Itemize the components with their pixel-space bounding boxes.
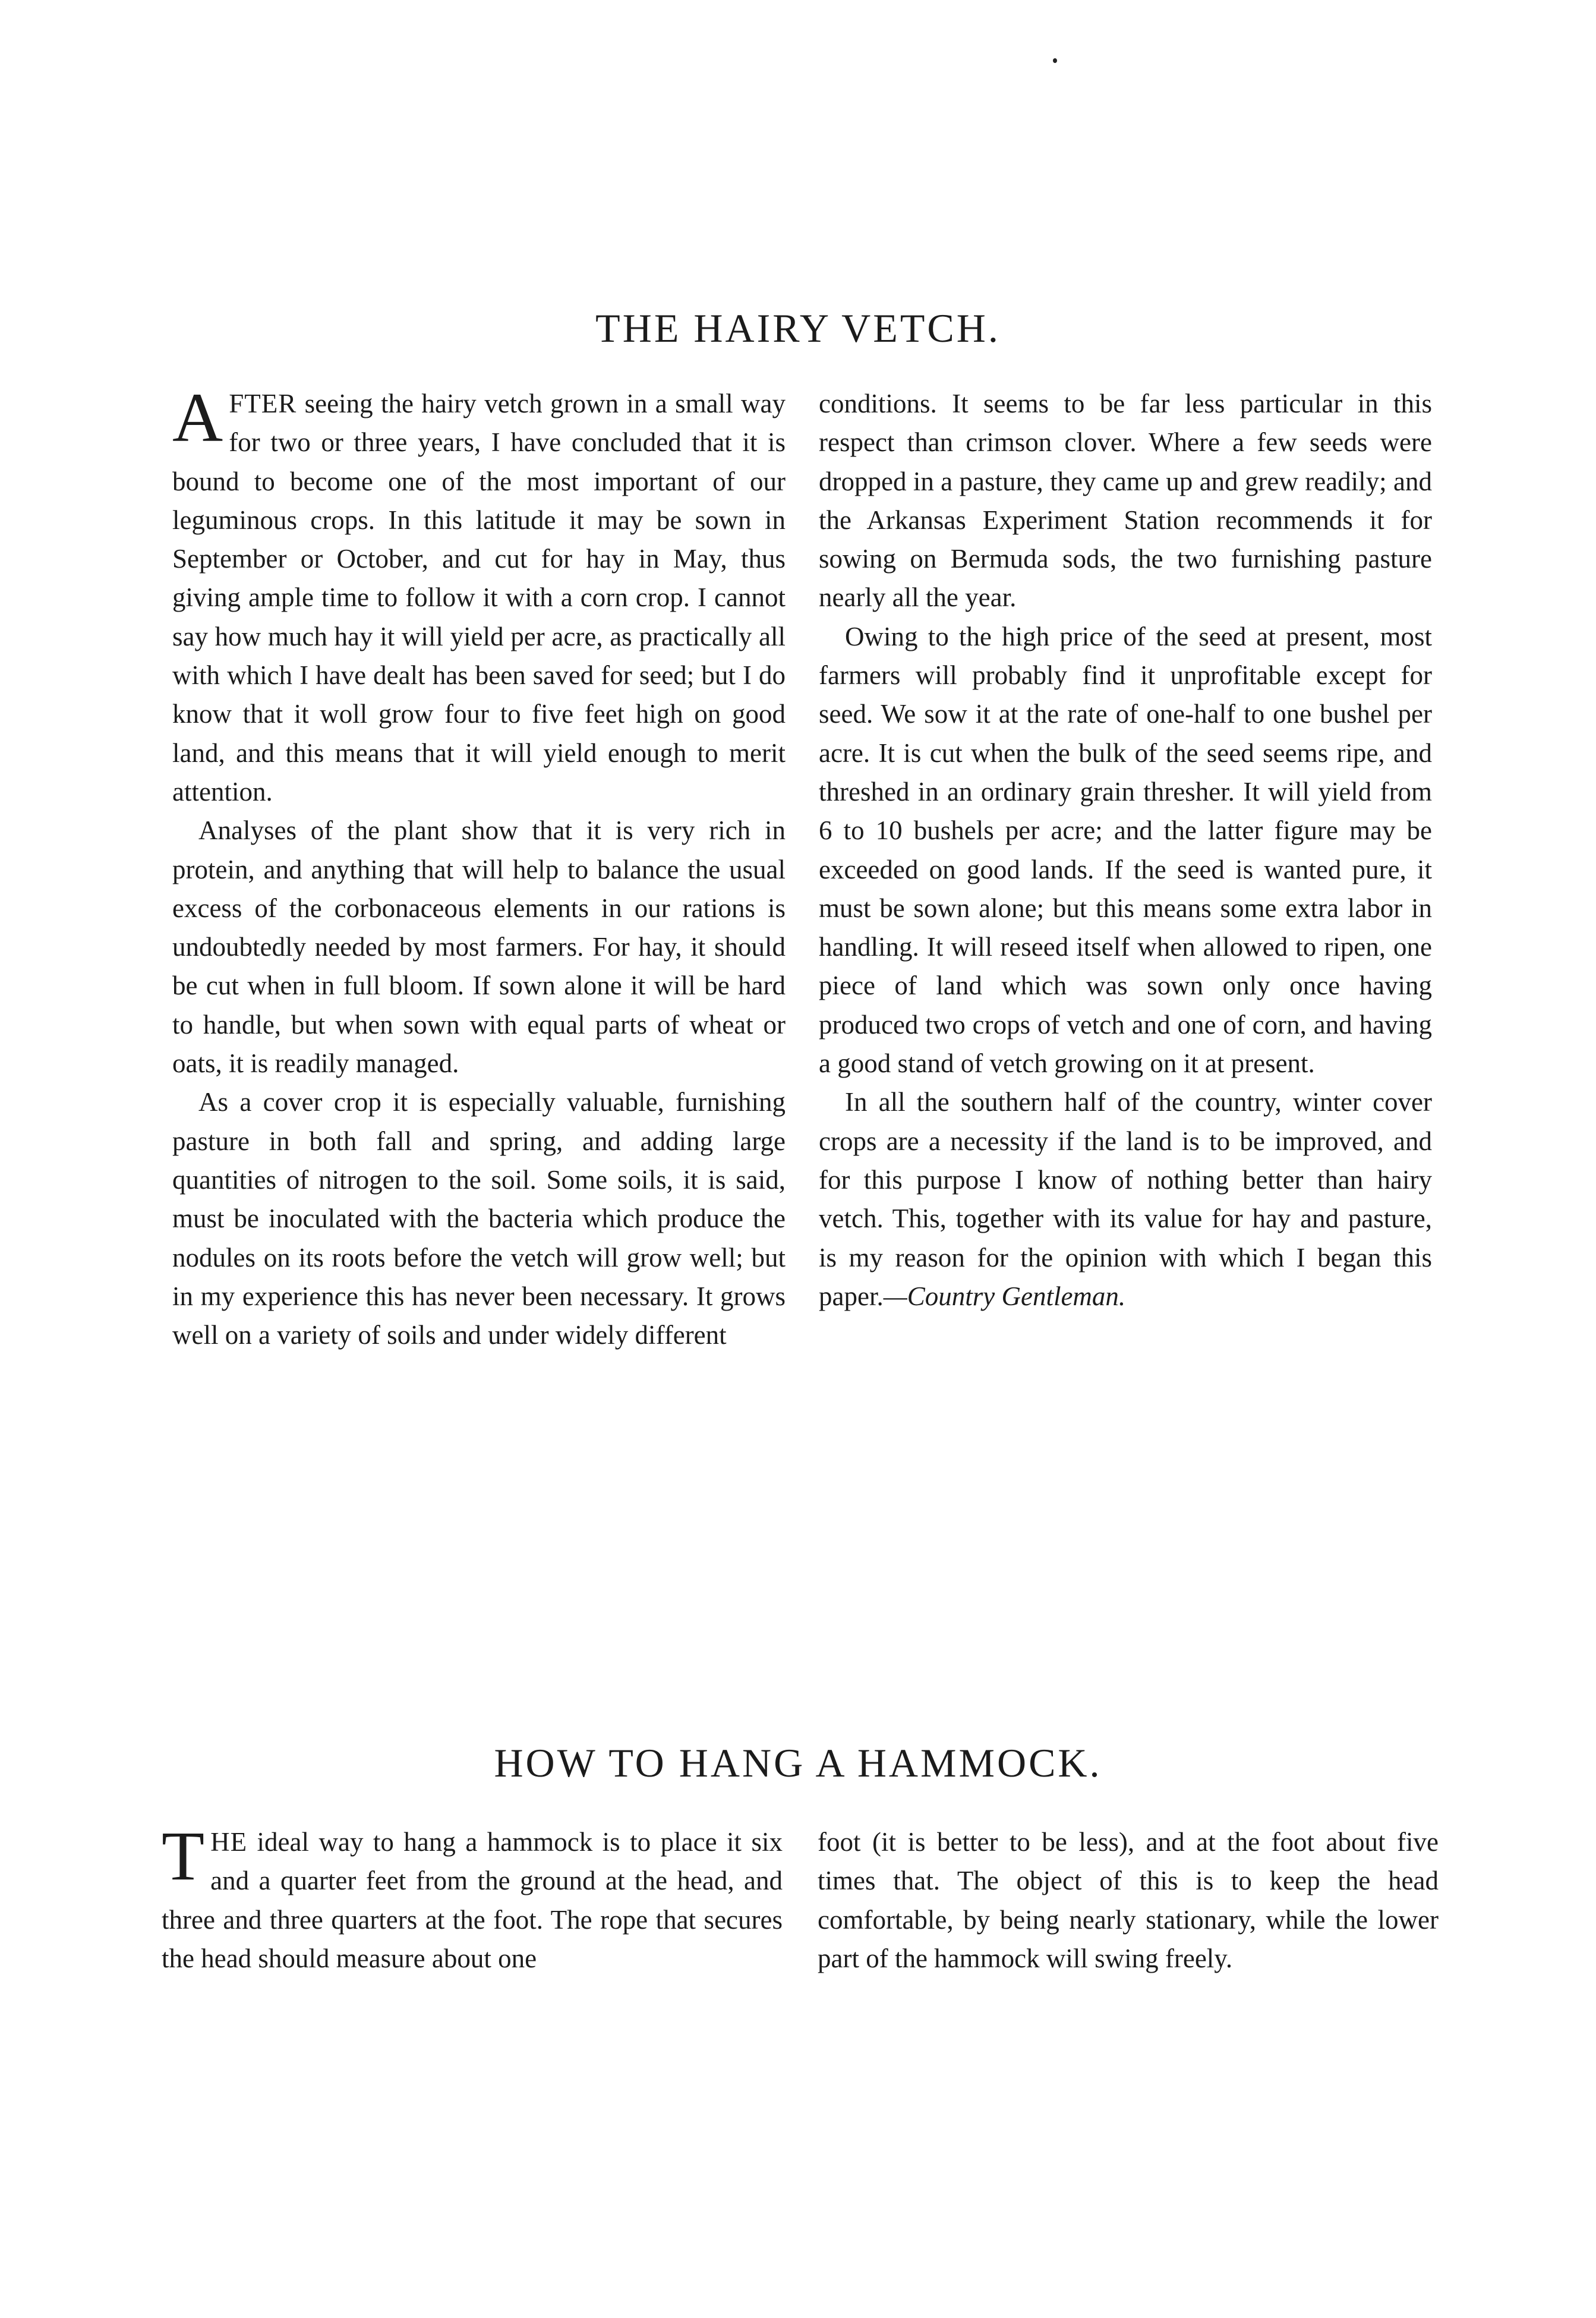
ink-speck: [1053, 58, 1057, 63]
paragraph-cover-crop: As a cover crop it is especially valuable, furnishing pasture in both fall and spring, and adding large quantities of nitrogen to the soil. Some soils, it is said, must be inoculated with the bacteria which produce the nodules on its roots before the vetch will grow well; but in my experience this has never been necessary. It grows well on a variety of soils and under widely different: [172, 1087, 786, 1350]
article-title-hammock: HOW TO HANG A HAMMOCK.: [494, 1740, 1102, 1785]
lead-word: FTER: [229, 389, 297, 418]
hammock-right-column: [818, 1823, 1439, 1978]
hairy-vetch-left-column: [172, 379, 786, 1355]
paragraph-conclusion: [819, 1083, 1432, 1316]
drop-cap: A: [172, 379, 223, 456]
paragraph-text: seeing the hairy vetch grown in a small way for two or three years, I have concluded that it is bound to become one of the most important of our leguminous crops. In this latitude it may be sown in September or October, and cut for hay in May, thus giving ample time to follow it with a corn crop. I cannot say how much hay it will yield per acre, as practically all with which I have dealt has been saved for seed; but I do know that it woll grow four to five feet high on good land, and this means that it will yield enough to merit attention.: [172, 389, 786, 807]
source-attribution: —Country Gentleman.: [883, 1281, 1126, 1311]
lead-word: HE: [210, 1827, 248, 1857]
drop-cap: T: [162, 1817, 205, 1895]
paragraph-hammock: [162, 1817, 783, 1978]
paragraph-text: ideal way to hang a hammock is to place it six and a quarter feet from the ground at the head, and three and three quarters at the foot. The rope that secures the head should measure about one: [162, 1827, 783, 1973]
paragraph-analyses: Analyses of the plant show that it is very rich in protein, and anything that will help to balance the usual excess of the corbonaceous elements in our rations is undoubtedly needed by most farmers. For hay, it should be cut when in full bloom. If sown alone it will be hard to handle, but when sown with equal parts of wheat or oats, it is readily managed.: [172, 815, 786, 1079]
paragraph-intro: [172, 379, 786, 811]
paragraph-seed-price: Owing to the high price of the seed at present, most farmers will probably find it unprofitable except for seed. We sow it at the rate of one-half to one bushel per acre. It is cut when the bulk of the seed seems ripe, and threshed in an ordinary grain thresher. It will yield from 6 to 10 bushels per acre; and the latter figure may be exceeded on good lands. If the seed is wanted pure, it must be sown alone; but this means some extra labor in handling. It will reseed itself when allowed to ripen, one piece of land which was sown only once having produced two crops of vetch and one of corn, and having a good stand of vetch growing on it at present.: [819, 621, 1432, 1079]
paragraph-hammock-cont: foot (it is better to be less), and at the foot about five times that. The object of this is to keep the head comfortable, by being nearly stationary, while the lower part of the hammock will swing freely.: [818, 1827, 1439, 1973]
paragraph-text: In all the southern half of the country, winter cover crops are a necessity if the land is to be improved, and for this purpose I know of nothing better than hairy vetch. This, together with its value for hay and pasture, is my reason for the opinion with which I began this paper.: [819, 1087, 1432, 1311]
hairy-vetch-right-column: [819, 385, 1432, 1316]
article-title-hairy-vetch: THE HAIRY VETCH.: [595, 306, 1001, 351]
paragraph-conditions: conditions. It seems to be far less particular in this respect than crimson clover. Where a few seeds were dropped in a pasture, they came up and grew readily; and the Arkansas Experiment Station recommends it for sowing on Bermuda sods, the two furnishing pasture nearly all the year.: [819, 389, 1432, 613]
hammock-left-column: [162, 1817, 783, 1978]
